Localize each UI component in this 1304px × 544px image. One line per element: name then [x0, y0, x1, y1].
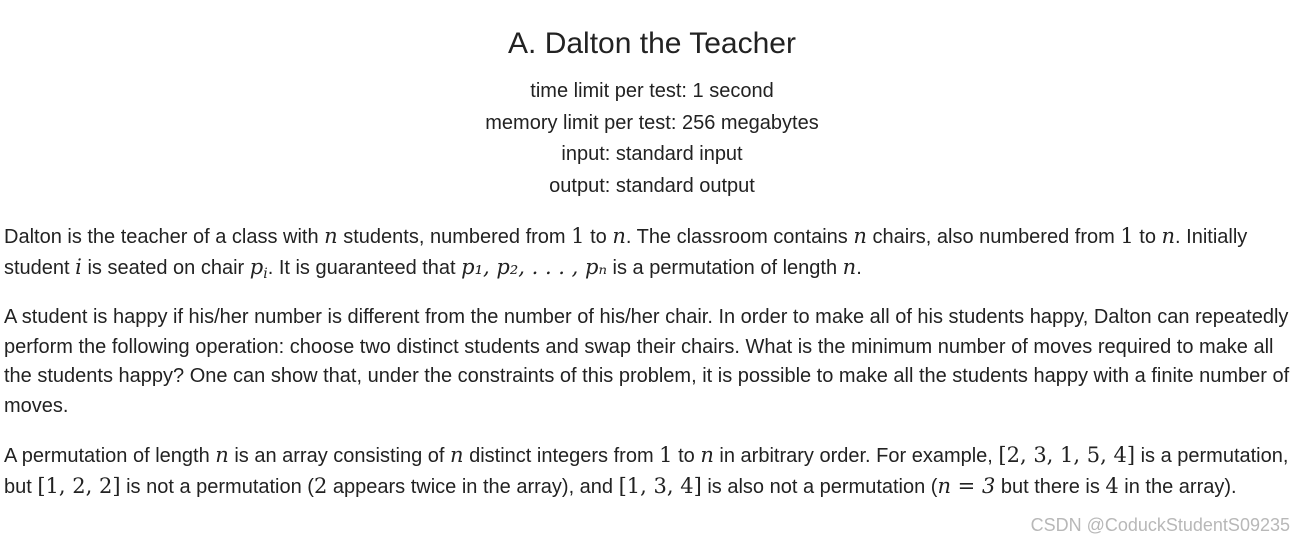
math: n = 3: [937, 473, 996, 498]
text: to: [672, 445, 701, 467]
text: is a permutation of length: [606, 256, 843, 279]
time-limit: time limit per test: 1 second: [530, 80, 774, 102]
math: 1: [1120, 224, 1134, 248]
math: n: [612, 224, 626, 248]
math: i: [75, 254, 82, 279]
math: $p_i$: [249, 254, 268, 282]
math: n: [1161, 224, 1176, 248]
math: 4: [1105, 473, 1119, 498]
math: n: [700, 443, 714, 467]
text: . The classroom contains: [625, 226, 854, 248]
problem-statement: [4, 222, 1294, 522]
text: is an array consisting of: [228, 445, 450, 467]
math: [1, 2, 2]: [37, 473, 121, 498]
text: is not a permutation (: [120, 475, 314, 498]
input-spec: input: standard input: [561, 143, 743, 165]
text: . It is guaranteed that: [267, 256, 462, 279]
memory-limit: memory limit per test: 256 megabytes: [485, 111, 819, 134]
math: n: [853, 224, 867, 248]
math: n: [215, 443, 229, 467]
text: is seated on chair: [81, 256, 250, 279]
statement-paragraph-2: A student is happy if his/her number is different from the number of his/her chair. In order to make all of his students happy, Dalton can repeatedly perform the following operation: choose two distinct students and swap their chairs. What is the minimum number of moves required to make all the students happy? One can show that, under the constraints of this problem, it is possible to make all the students happy with a finite number of moves.: [4, 306, 1290, 417]
watermark: CSDN @CoduckStudentS09235: [1030, 515, 1290, 535]
text: in the array).: [1118, 475, 1237, 498]
statement-paragraph-3: [4, 441, 1294, 502]
text: but there is: [995, 475, 1106, 498]
text: is a permutation, but: [4, 445, 1289, 498]
output-spec: output: standard output: [549, 174, 755, 197]
math: 1: [659, 443, 673, 467]
text: appears twice in the array), and: [327, 475, 619, 498]
text: A permutation of length: [4, 445, 216, 467]
text: .: [856, 256, 862, 279]
math: [1, 3, 4]: [618, 473, 702, 498]
math: [2, 3, 1, 5, 4]: [998, 443, 1136, 467]
math: 1: [571, 224, 585, 248]
text: students, numbered from: [337, 226, 572, 248]
text: to: [584, 226, 613, 248]
problem-header: [0, 0, 1304, 202]
text: Dalton is the teacher of a class with: [4, 226, 325, 248]
text: in arbitrary order. For example,: [713, 445, 999, 467]
text: distinct integers from: [463, 445, 660, 467]
text: to: [1133, 226, 1162, 248]
math: n: [842, 254, 857, 279]
math: 2: [313, 473, 328, 498]
statement-paragraph-1: [4, 222, 1294, 283]
text: chairs, also numbered from: [866, 226, 1121, 248]
text: is also not a permutation (: [701, 475, 938, 498]
math: p₁, p₂, . . . , pₙ: [461, 254, 607, 279]
problem-title: A. Dalton the Teacher: [508, 27, 796, 60]
math: n: [450, 443, 464, 467]
math: n: [324, 224, 338, 248]
text: . Initially student: [4, 226, 1248, 279]
